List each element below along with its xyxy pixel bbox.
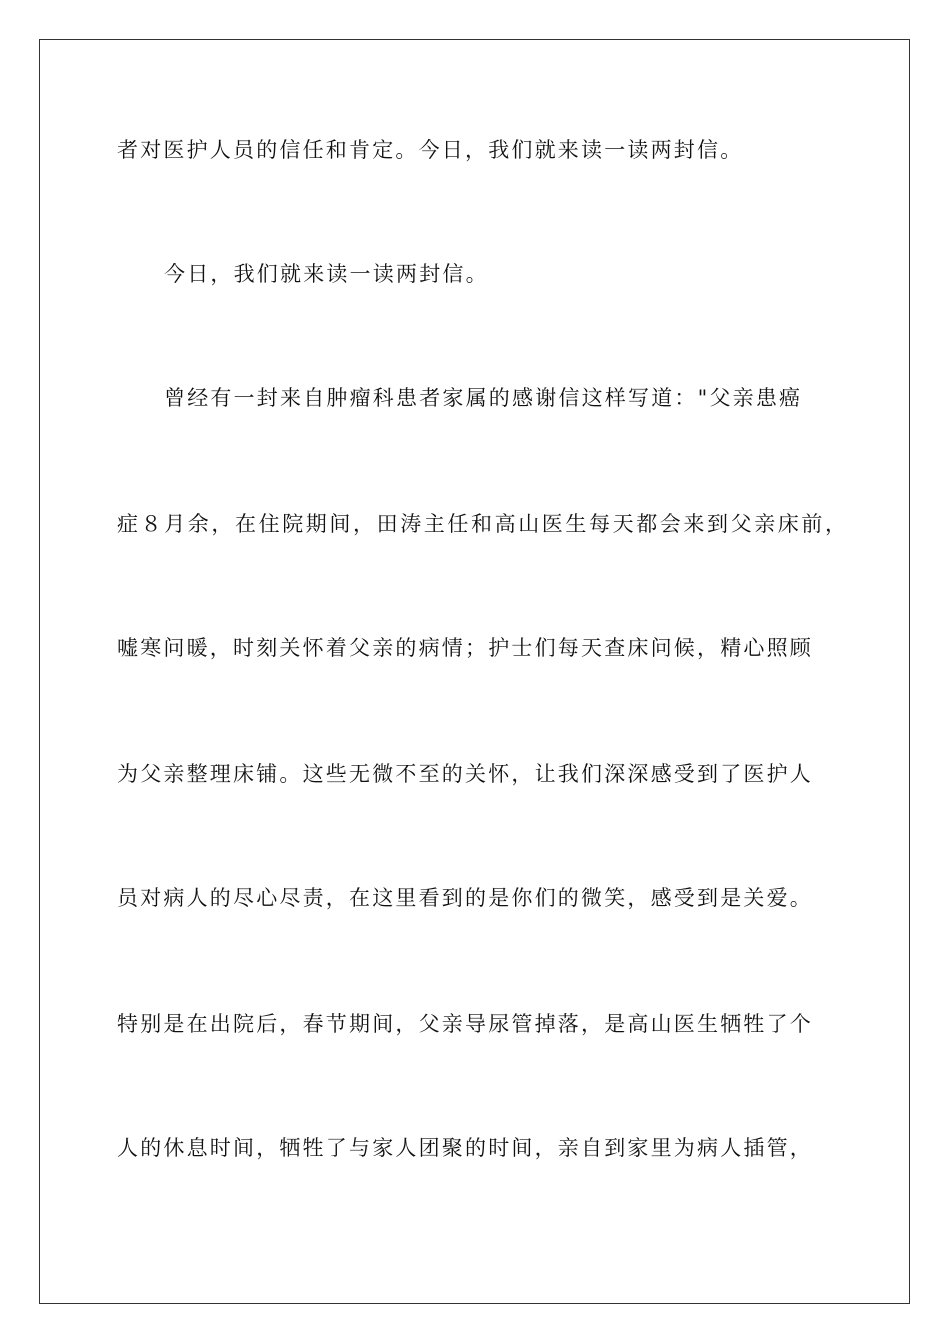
page-border: [39, 39, 910, 1304]
text-line-7: 员对病人的尽心尽责，在这里看到的是你们的微笑，感受到是关爱。: [117, 886, 813, 910]
text-line-8: 特别是在出院后，春节期间，父亲导尿管掉落，是高山医生牺牲了个: [117, 1012, 813, 1036]
text-line-5: 嘘寒问暖，时刻关怀着父亲的病情；护士们每天查床问候，精心照顾: [117, 636, 813, 660]
text-line-6: 为父亲整理床铺。这些无微不至的关怀，让我们深深感受到了医护人: [117, 762, 813, 786]
text-line-3: 曾经有一封来自肿瘤科患者家属的感谢信这样写道："父亲患癌: [164, 386, 803, 410]
text-line-1: 者对医护人员的信任和肯定。今日，我们就来读一读两封信。: [117, 138, 744, 162]
text-line-4: 症８月余，在住院期间，田涛主任和高山医生每天都会来到父亲床前，: [117, 512, 849, 536]
text-line-9: 人的休息时间，牺牲了与家人团聚的时间，亲自到家里为病人插管，: [117, 1136, 813, 1160]
text-line-2: 今日，我们就来读一读两封信。: [164, 262, 489, 286]
